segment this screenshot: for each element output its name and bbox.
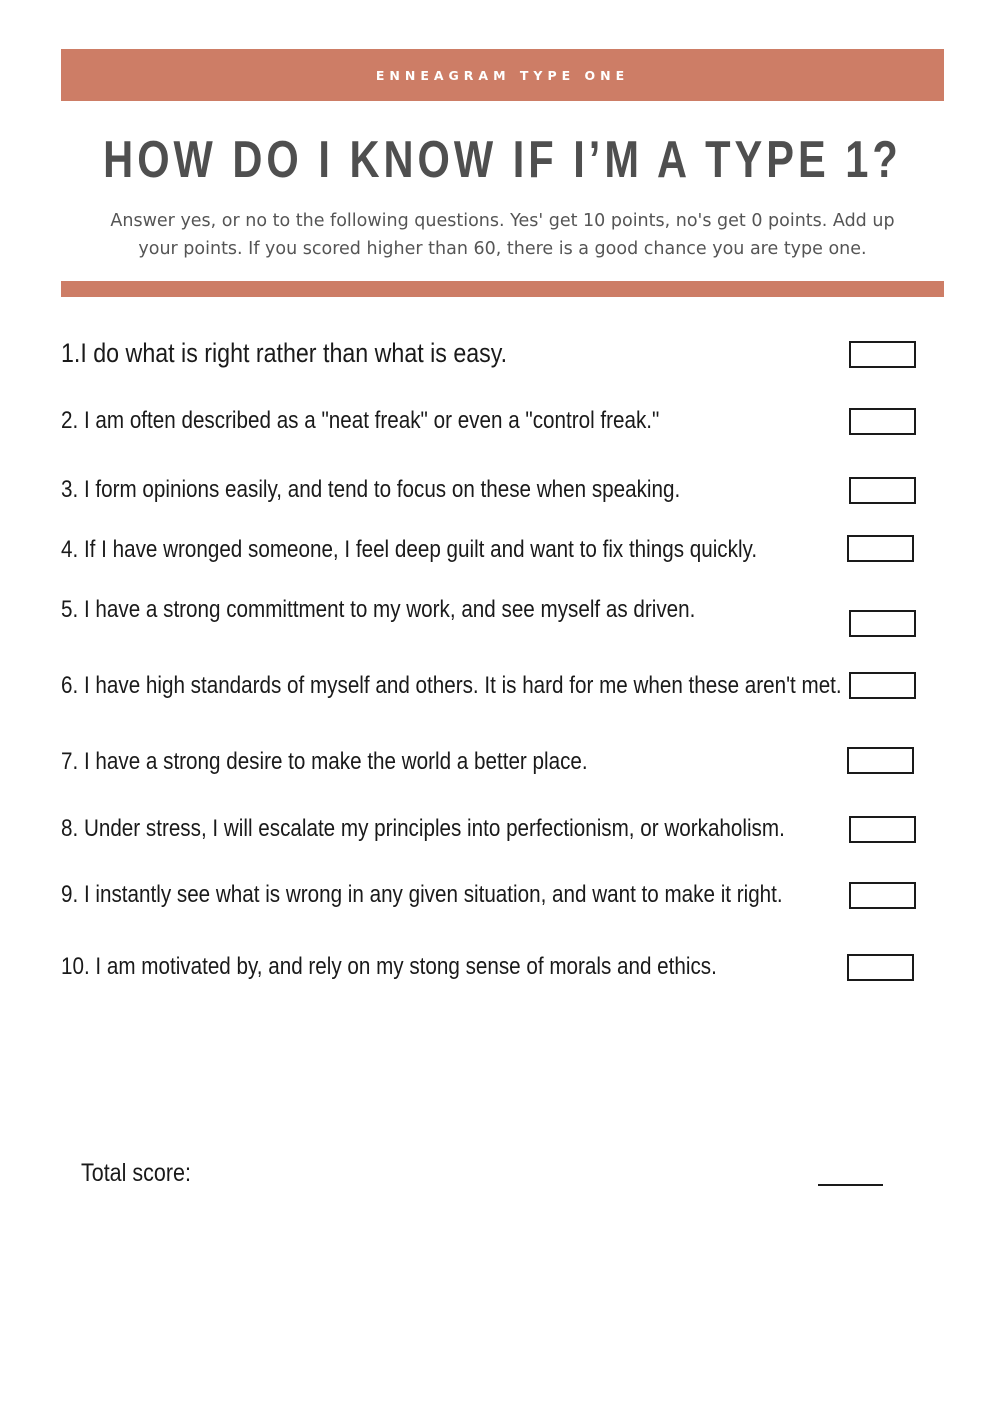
question-1: 1.I do what is right rather than what is easy. <box>61 338 508 368</box>
answer-box-9[interactable] <box>849 882 916 909</box>
question-7: 7. I have a strong desire to make the world a better place. <box>61 748 588 775</box>
total-score-label: Total score: <box>81 1159 191 1187</box>
question-8: 8. Under stress, I will escalate my principles into perfectionism, or workaholism. <box>61 815 785 842</box>
question-3: 3. I form opinions easily, and tend to focus on these when speaking. <box>61 476 681 503</box>
question-10: 10. I am motivated by, and rely on my stong sense of morals and ethics. <box>61 953 717 980</box>
question-6: 6. I have high standards of myself and others. It is hard for me when these aren't met. <box>61 672 842 699</box>
answer-box-8[interactable] <box>849 816 916 843</box>
top-banner <box>61 49 944 101</box>
total-score-blank[interactable] <box>818 1184 883 1186</box>
instructions-text: Answer yes, or no to the following questions. Yes' get 10 points, no's get 0 points. Add up your points. If you scored higher than 60, there is a good chance you are type one. <box>110 211 895 259</box>
question-9: 9. I instantly see what is wrong in any given situation, and want to make it right. <box>61 881 783 908</box>
question-5: 5. I have a strong committment to my work, and see myself as driven. <box>61 596 696 623</box>
answer-box-3[interactable] <box>849 477 916 504</box>
accent-divider <box>61 281 944 297</box>
question-4: 4. If I have wronged someone, I feel deep guilt and want to fix things quickly. <box>61 536 758 563</box>
banner-label: ENNEAGRAM TYPE ONE <box>375 67 630 83</box>
answer-box-5[interactable] <box>849 610 916 637</box>
question-2: 2. I am often described as a "neat freak" or even a "control freak." <box>61 407 660 434</box>
page-title: HOW DO I KNOW IF I’M A TYPE 1? <box>103 131 902 189</box>
answer-box-2[interactable] <box>849 408 916 435</box>
answer-box-10[interactable] <box>847 954 914 981</box>
answer-box-6[interactable] <box>849 672 916 699</box>
answer-box-1[interactable] <box>849 341 916 368</box>
answer-box-4[interactable] <box>847 535 914 562</box>
answer-box-7[interactable] <box>847 747 914 774</box>
